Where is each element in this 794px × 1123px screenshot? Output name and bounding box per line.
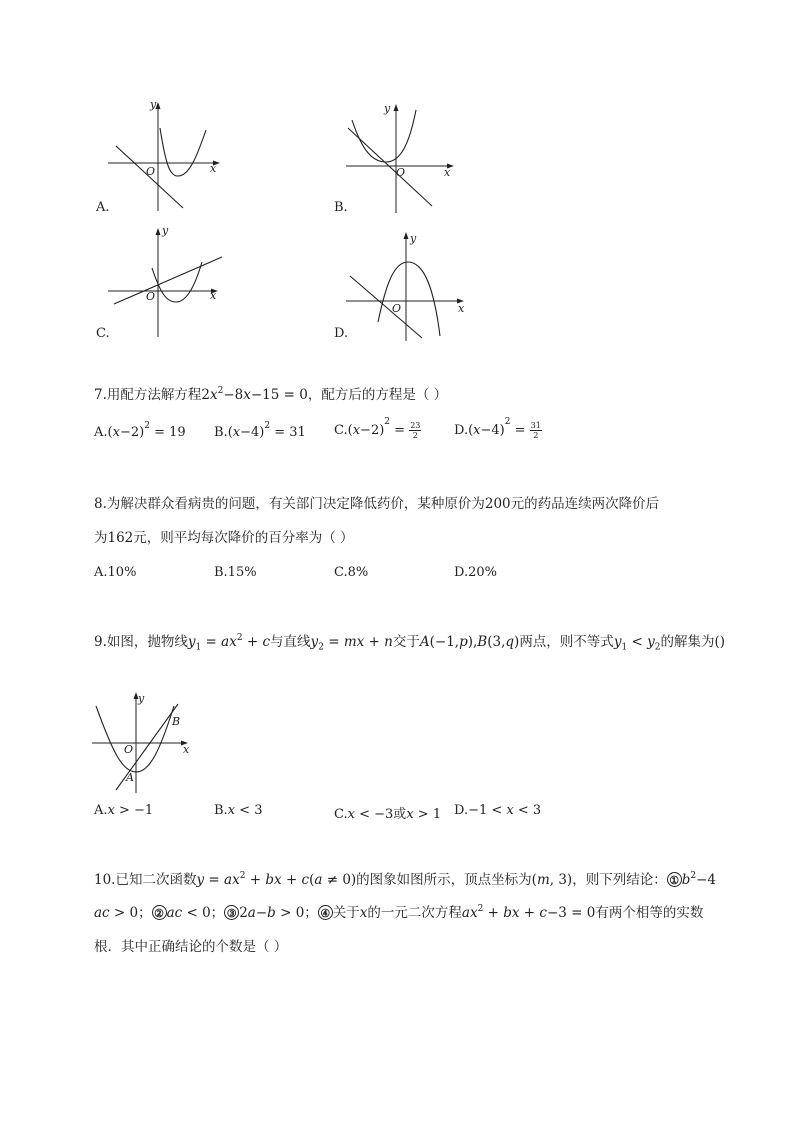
question-10-line3: 根．其中正确结论的个数是（ ） xyxy=(94,939,288,955)
svg-text:y: y xyxy=(384,102,391,115)
q8-option-b: B.15% xyxy=(214,565,257,580)
question-8-line1: 8.为解决群众看病贵的问题，有关部门决定降低药价，某种原价为200元的药品连续两次降价后 xyxy=(94,496,660,512)
graph-q9 xyxy=(92,690,192,795)
svg-text:y: y xyxy=(150,98,157,111)
svg-text:y: y xyxy=(138,692,145,705)
q7-option-b: $B.(x-4)^2 = 31$ xyxy=(214,421,306,440)
q7-option-d: $D.(x-4)^2$ = $\frac{31}{2}$ xyxy=(454,417,541,440)
question-10-line2: ac > 0； ② ac < 0； ③ 2a−b > 0； ④ 关于x的一元二次方程$ax^2$ + bx + c−3 = 0有两个相等的实数 xyxy=(94,904,704,921)
q7-option-a: $A.(x-2)^2 = 19$ xyxy=(94,421,186,440)
question-8-line2: 为162元，则平均每次降价的百分率为（ ） xyxy=(94,530,354,546)
question-9: 9.如图，抛物线$y_1 = ax^2 + c$与直线$y_2$ = mx + n交于A(−1,p),B(3,q)两点，则不等式$y_1 < y_2$的解集为() xyxy=(94,633,726,653)
svg-text:x: x xyxy=(458,302,465,315)
q8-option-d: D.20% xyxy=(454,565,497,580)
question-10-line1: 10.已知二次函数$y = ax^2$ + bx + c(a ≠ 0)的图象如图所示，顶点坐标为(m, 3)，则下列结论： ① $b^2-4$ xyxy=(94,871,717,888)
svg-text:x: x xyxy=(210,289,217,302)
q9-option-d: D.−1 < x < 3 xyxy=(454,803,542,818)
q9-option-c: C.x < −3或x > 1 xyxy=(334,807,442,822)
graph-c xyxy=(108,224,223,339)
option-d-label: D. xyxy=(334,326,349,341)
svg-text:y: y xyxy=(410,232,417,245)
svg-text:O: O xyxy=(146,290,156,303)
svg-text:O: O xyxy=(396,166,406,179)
q9-option-b: B.x < 3 xyxy=(214,803,263,818)
svg-text:x: x xyxy=(183,743,190,756)
point-a-label: A xyxy=(126,771,134,784)
q8-option-c: C.8% xyxy=(334,565,369,580)
svg-text:O: O xyxy=(124,743,134,756)
svg-text:y: y xyxy=(162,224,169,237)
item-3-marker: ③ xyxy=(224,905,239,920)
graph-b xyxy=(346,100,461,215)
item-2-marker: ② xyxy=(152,905,167,920)
graph-a xyxy=(108,98,223,213)
svg-text:O: O xyxy=(146,165,156,178)
q7-option-c: $C.(x-2)^2$ = $\frac{23}{2}$ xyxy=(334,417,421,440)
item-4-marker: ④ xyxy=(318,905,333,920)
svg-text:x: x xyxy=(444,166,451,179)
q9-option-a: A.x > −1 xyxy=(94,803,154,818)
option-c-label: C. xyxy=(96,326,110,341)
option-b-label: B. xyxy=(334,200,348,215)
graph-d xyxy=(346,228,466,343)
item-1-marker: ① xyxy=(667,872,682,887)
q8-option-a: A.10% xyxy=(94,565,137,580)
option-a-label: A. xyxy=(96,200,110,215)
svg-text:x: x xyxy=(210,162,217,175)
svg-text:O: O xyxy=(392,302,402,315)
point-b-label: B xyxy=(172,715,181,728)
question-7: 7.用配方法解方程$2x^2-8x-15 = 0$，配方后的方程是（ ） xyxy=(94,386,448,403)
